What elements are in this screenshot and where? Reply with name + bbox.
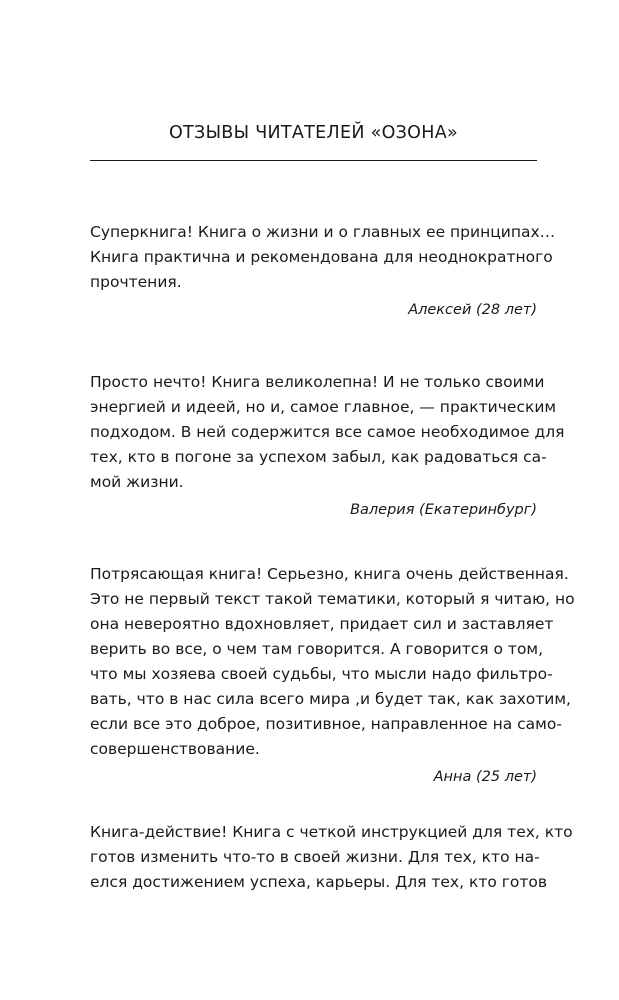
review-line: готов изменить что-то в своей жизни. Для тех, кто на- [90, 848, 540, 866]
review-line: Книга практична и рекомендована для неоднократного [90, 248, 553, 266]
review [90, 370, 565, 521]
page-title: ОТЗЫВЫ ЧИТАТЕЛЕЙ «ОЗОНА» [168, 123, 458, 143]
review-text [90, 370, 565, 495]
review-line: Суперкнига! Книга о жизни и о главных ее принципах… [90, 223, 556, 241]
review-line: мой жизни. [90, 473, 184, 491]
review-line: прочтения. [90, 273, 182, 291]
title-divider [90, 160, 537, 161]
review-author: Валерия (Екатеринбург) [350, 502, 537, 518]
review-line: она невероятно вдохновляет, придает сил и заставляет [90, 615, 554, 633]
review [90, 562, 575, 788]
review-line: энергией и идеей, но и, самое главное, — практическим [90, 398, 557, 416]
review-line: Потрясающая книга! Серьезно, книга очень действенная. [90, 565, 569, 583]
review-line: Книга-действие! Книга с четкой инструкцией для тех, кто [90, 823, 573, 841]
review-line: Это не первый текст такой тематики, который я читаю, но [90, 590, 575, 608]
review-line: совершенствование. [90, 740, 260, 758]
review-text [90, 820, 573, 895]
review-line: верить во все, о чем там говорится. А говорится о том, [90, 640, 544, 658]
review-line: елся достижением успеха, карьеры. Для тех, кто готов [90, 873, 548, 891]
review-line: подходом. В ней содержится все самое необходимое для [90, 423, 565, 441]
review-line: Просто нечто! Книга великолепна! И не только своими [90, 373, 545, 391]
review-line: что мы хозяева своей судьбы, что мысли надо фильтро- [90, 665, 553, 683]
review-author: Анна (25 лет) [433, 769, 537, 785]
review-text [90, 562, 575, 762]
review-line: если все это доброе, позитивное, направленное на само- [90, 715, 562, 733]
review-line: тех, кто в погоне за успехом забыл, как радоваться са- [90, 448, 547, 466]
review [90, 220, 556, 321]
book-page [90, 0, 575, 1000]
review [90, 820, 573, 895]
review-author: Алексей (28 лет) [408, 302, 537, 318]
review-line: вать, что в нас сила всего мира ,и будет так, как захотим, [90, 690, 571, 708]
review-text [90, 220, 556, 295]
